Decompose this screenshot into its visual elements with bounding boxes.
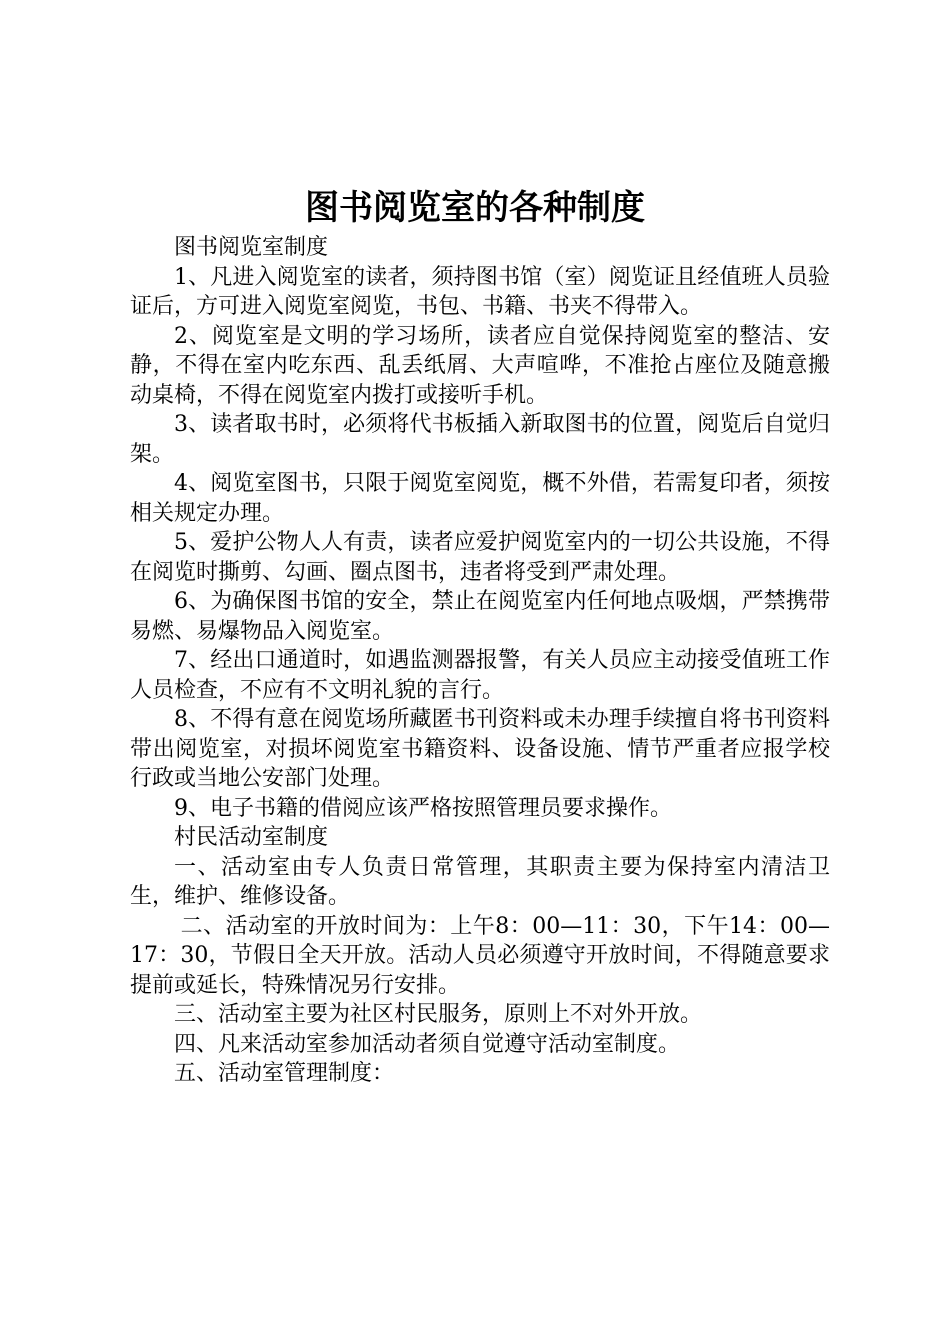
section-heading-activity-room: 村民活动室制度	[174, 825, 329, 850]
document-body	[130, 233, 830, 1089]
section-heading-reading-room: 图书阅览室制度	[174, 235, 329, 260]
rule-paragraph: 二、活动室的开放时间为：上午8：00—11：30，下午14：00—17：30，节假日全天开放。活动人员必须遵守开放时间，不得随意要求提前或延长，特殊情况另行安排。	[130, 913, 830, 998]
rule-paragraph: 8、不得有意在阅览场所藏匿书刊资料或未办理手续擅自将书刊资料带出阅览室，对损坏阅览室书籍资料、设备设施、情节严重者应报学校行政或当地公安部门处理。	[130, 707, 830, 791]
rule-paragraph: 五、活动室管理制度：	[174, 1061, 395, 1086]
rule-paragraph: 7、经出口通道时，如遇监测器报警，有关人员应主动接受值班工作人员检查，不应有不文明礼貌的言行。	[130, 648, 830, 703]
rule-paragraph: 三、活动室主要为社区村民服务，原则上不对外开放。	[174, 1002, 703, 1027]
document-title: 图书阅览室的各种制度	[305, 188, 645, 228]
rule-paragraph: 四、凡来活动室参加活动者须自觉遵守活动室制度。	[174, 1031, 681, 1057]
rule-paragraph: 4、阅览室图书，只限于阅览室阅览，概不外借，若需复印者，须按相关规定办理。	[130, 471, 830, 526]
rule-paragraph: 6、为确保图书馆的安全，禁止在阅览室内任何地点吸烟，严禁携带易燃、易爆物品入阅览室。	[130, 589, 830, 644]
rule-paragraph: 1、凡进入阅览室的读者，须持图书馆（室）阅览证且经值班人员验证后，方可进入阅览室阅览，书包、书籍、书夹不得带入。	[130, 264, 830, 319]
rule-paragraph: 5、爱护公物人人有责，读者应爱护阅览室内的一切公共设施，不得在阅览时撕剪、勾画、圈点图书，违者将受到严肃处理。	[130, 530, 830, 585]
rule-paragraph: 一、活动室由专人负责日常管理，其职责主要为保持室内清洁卫生，维护、维修设备。	[130, 854, 830, 909]
rule-paragraph: 3、读者取书时，必须将代书板插入新取图书的位置，阅览后自觉归架。	[130, 412, 830, 467]
rule-paragraph: 9、电子书籍的借阅应该严格按照管理员要求操作。	[174, 795, 672, 821]
rule-paragraph: 2、阅览室是文明的学习场所，读者应自觉保持阅览室的整洁、安静，不得在室内吃东西、乱丢纸屑、大声喧哗，不准抢占座位及随意搬动桌椅，不得在阅览室内拨打或接听手机。	[130, 323, 830, 408]
